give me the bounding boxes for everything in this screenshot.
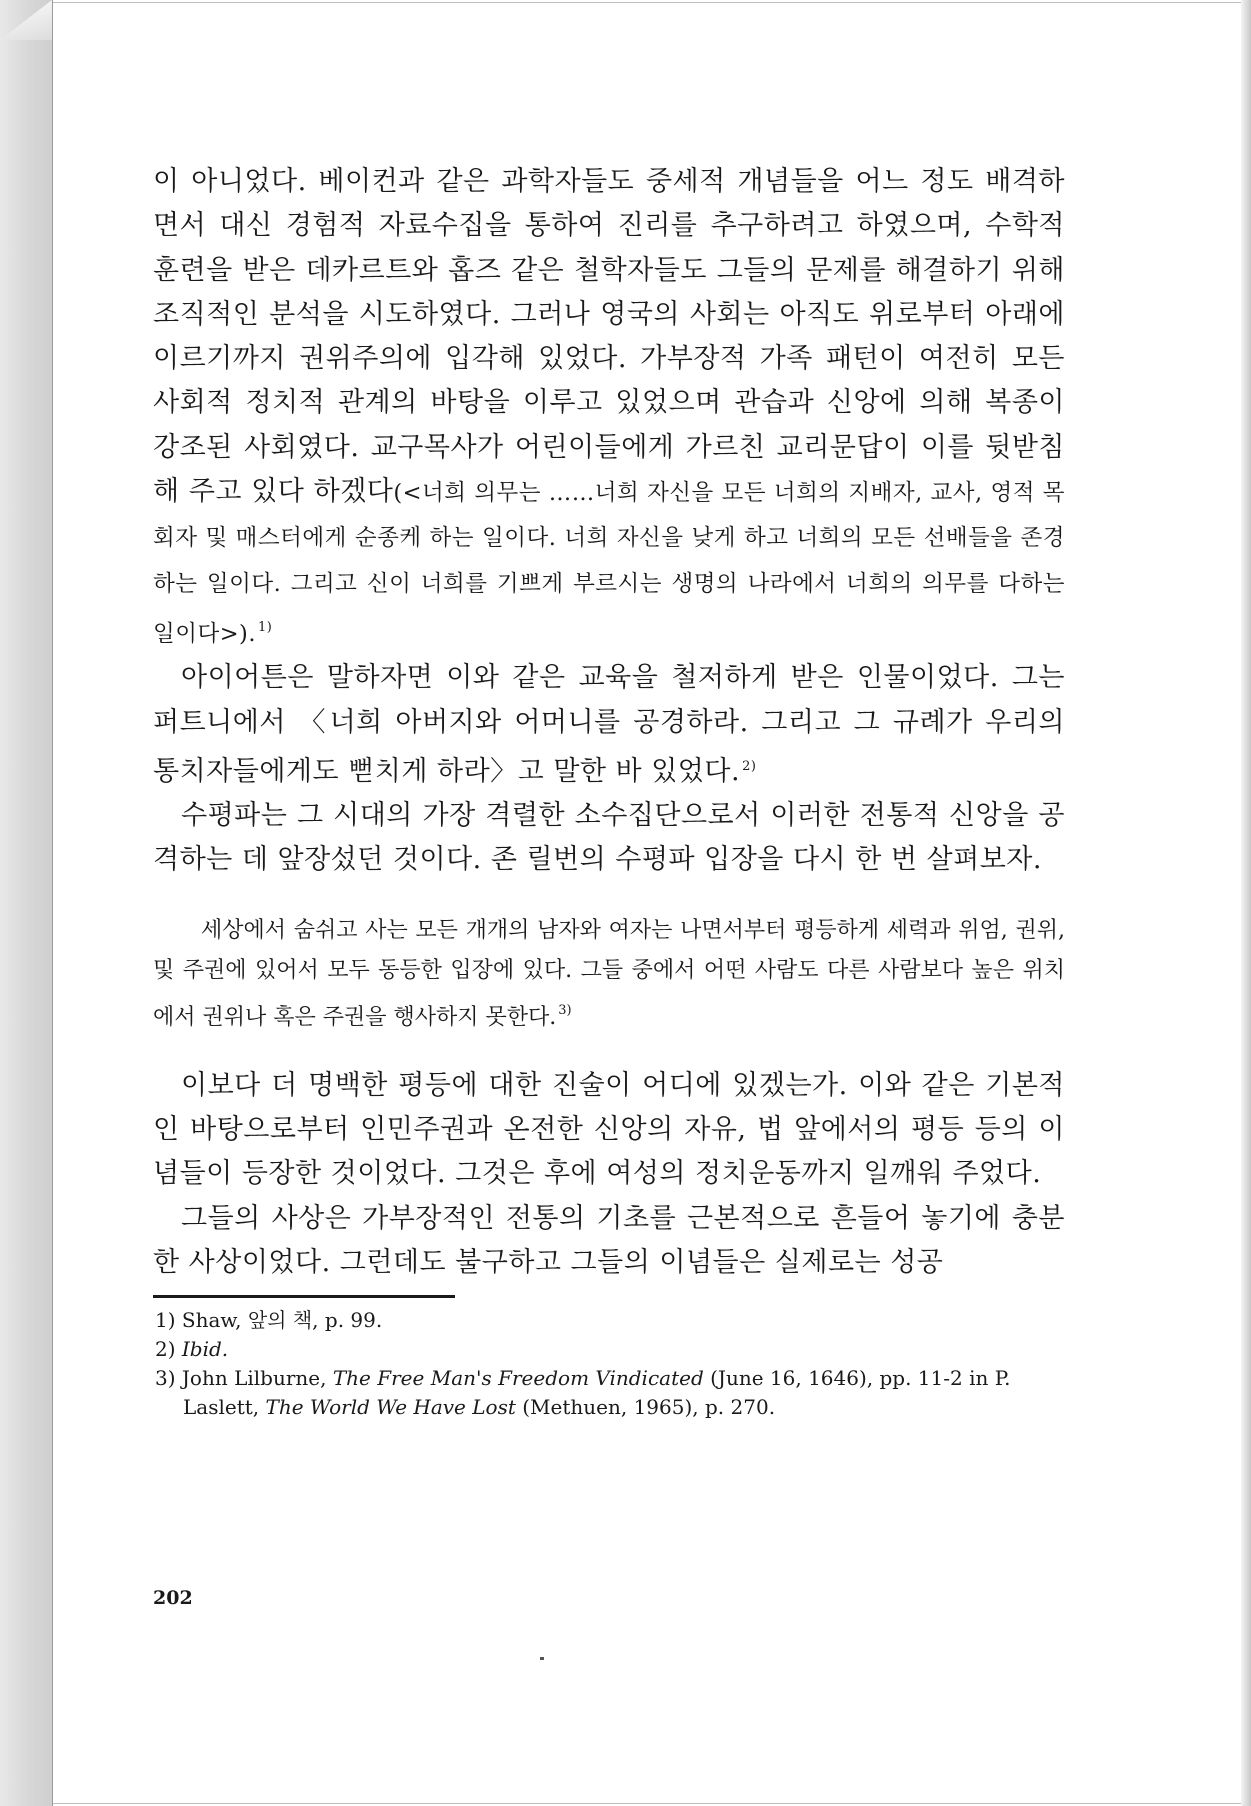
note-ref-2: 2) bbox=[742, 758, 757, 774]
footnote-3-number: 3) bbox=[155, 1366, 176, 1391]
block-quote bbox=[153, 911, 1065, 1038]
footnote-3-details: (June 16, 1646), pp. 11-2 in P. Laslett, bbox=[183, 1366, 1011, 1420]
paragraph-4: 이보다 더 명백한 평등에 대한 진술이 어디에 있겠는가. 이와 같은 기본적인 바탕으로부터 인민주권과 온전한 신앙의 자유, 법 앞에서의 평등 등의 이념들이 등장한 것이었다. 그것은 후에 여성의 정치운동까지 일깨워 주었다. bbox=[153, 1069, 1065, 1190]
paragraph-2-text: 아이어튼은 말하자면 이와 같은 교육을 철저하게 받은 인물이었다. 그는 퍼트니에서 〈너희 아버지와 어머니를 공경하라. 그리고 그 규례가 우리의 통치자들에게도 뻗치게 하라〉고 말한 바 있었다. bbox=[153, 662, 1065, 787]
footnote-3-author: John Lilburne, bbox=[181, 1366, 333, 1391]
page-number: 202 bbox=[153, 1587, 193, 1609]
catechism-quote: (<너희 의무는 ……너희 자신을 모든 너희의 지배자, 교사, 영적 목회자 및 매스터에게 순종케 하는 일이다. 너희 자신을 낮게 하고 너희의 모든 선배들을 존경하는 일이다. 그리고 신이 너희를 기쁘게 부르시는 생명의 나라에서 너희의 의무를 다하는 일이다>). bbox=[153, 480, 1065, 647]
paragraph-1-text: 이 아니었다. 베이컨과 같은 과학자들도 중세적 개념들을 어느 정도 배격하면서 대신 경험적 자료수집을 통하여 진리를 추구하려고 하였으며, 수학적 훈련을 받은 데카르트와 홉즈 같은 철학자들도 그들의 문제를 해결하기 위해 조직적인 분석을 시도하였다. 그러나 영국의 사회는 아직도 위로부터 아래에 이르기까지 권위주의에 입각해 있었다. 가부장적 가족 패턴이 여전히 모든 사회적 정치적 관계의 바탕을 이루고 있었으며 관습과 신앙에 의해 복종이 강조된 사회였다. 교구목사가 어린이들에게 가르친 교리문답이 이를 뒷받침해 주고 있다 하겠다 bbox=[153, 166, 1065, 508]
paragraph-3: 수평파는 그 시대의 가장 격렬한 소수집단으로서 이러한 전통적 신앙을 공격하는 데 앞장섰던 것이다. 존 릴번의 수평파 입장을 다시 한 번 살펴보자. bbox=[153, 800, 1065, 876]
note-ref-1: 1) bbox=[258, 619, 273, 635]
footnote-1-text: Shaw, 앞의 책, p. 99. bbox=[181, 1308, 383, 1333]
block-quote-text: 세상에서 숨쉬고 사는 모든 개개의 남자와 여자는 나면서부터 평등하게 세력과 위엄, 권위, 및 주권에 있어서 모두 동등한 입장에 있다. 그들 중에서 어떤 사람도 다른 사람보다 높은 위치에서 권위나 혹은 주권을 행사하지 못한다. bbox=[153, 917, 1065, 1030]
footnote-1 bbox=[153, 1306, 1065, 1335]
speck bbox=[540, 1657, 544, 1660]
footnote-3-book: The World We Have Lost bbox=[265, 1395, 516, 1420]
footnote-2-text: Ibid. bbox=[181, 1337, 229, 1362]
footnote-1-number: 1) bbox=[155, 1308, 176, 1333]
footnote-2 bbox=[153, 1335, 1065, 1364]
footnote-3-title: The Free Man's Freedom Vindicated bbox=[332, 1366, 704, 1391]
paragraph-1 bbox=[153, 160, 1065, 656]
note-ref-3: 3) bbox=[558, 1002, 572, 1018]
footnote-3-publisher: (Methuen, 1965), p. 270. bbox=[515, 1395, 776, 1420]
page-content bbox=[153, 160, 1065, 1422]
footnote-2-number: 2) bbox=[155, 1337, 176, 1362]
paragraph-2 bbox=[153, 656, 1065, 794]
footnote-3 bbox=[153, 1364, 1065, 1422]
book-spine bbox=[0, 0, 53, 1806]
paragraph-5: 그들의 사상은 가부장적인 전통의 기초를 근본적으로 흔들어 놓기에 충분한 사상이었다. 그런데도 불구하고 그들의 이념들은 실제로는 성공 bbox=[153, 1202, 1065, 1278]
page-edge bbox=[1241, 0, 1251, 1806]
footnote-rule bbox=[153, 1295, 455, 1298]
